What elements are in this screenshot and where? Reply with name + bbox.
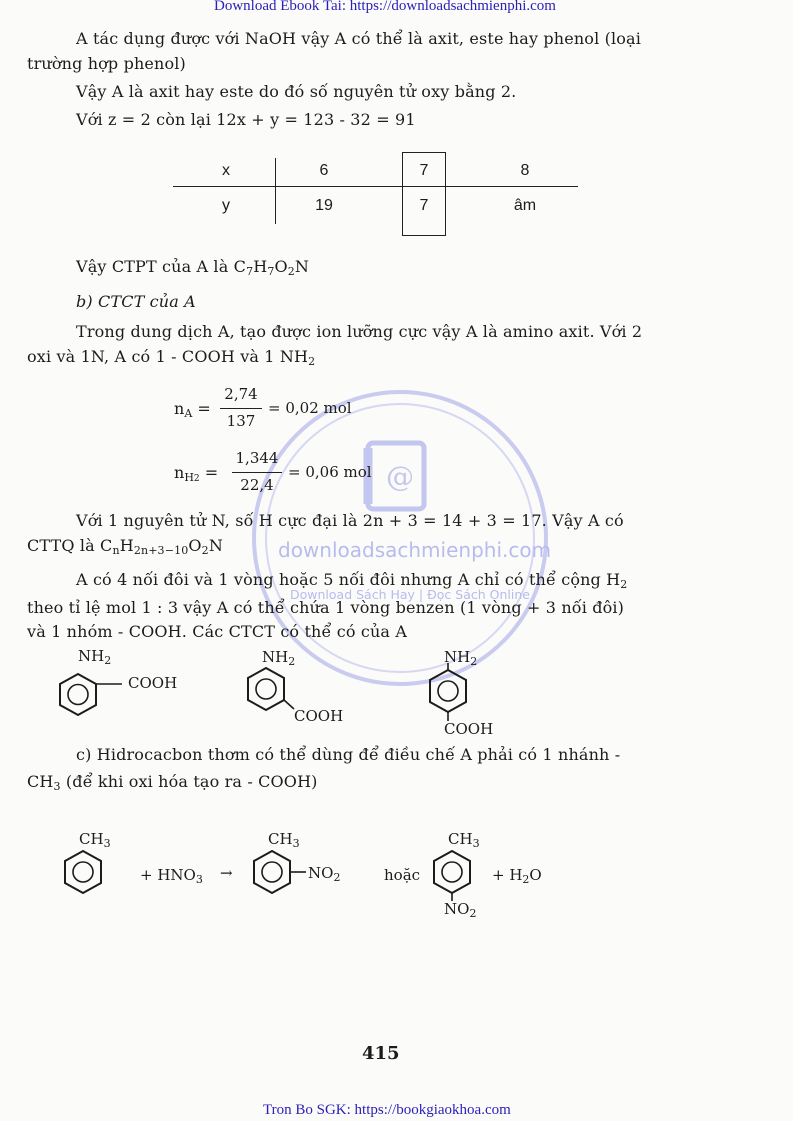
ctpt-label: Vậy CTPT của A là (76, 257, 229, 276)
reaction-arrow: → (220, 864, 233, 882)
benzene-ring-icon (50, 645, 200, 725)
text-line: và 1 nhóm - COOH. Các CTCT có thể có của A (27, 622, 408, 641)
cttq-formula: $C_nH_{2n+3-10}O_2N$ (100, 536, 223, 557)
text-line: Với 1 nguyên tử N, số H cực đại là 2n + 3 = 14 + 3 = 17. Vậy A có (76, 511, 624, 530)
page-number: 415 (362, 1043, 400, 1064)
table-cell: 7 (419, 162, 429, 179)
structure-p-nitrotoluene: $CH_3$ $NO_2$ (424, 830, 514, 925)
table-cell: 19 (315, 197, 333, 214)
text-line: c) Hidrocacbon thơm có thể dùng để điều chế A phải có 1 nhánh - (76, 745, 621, 764)
reagent-hno3: + $HNO_3$ (140, 866, 203, 886)
formula-nH2: $n_{H2}$ = 1,344 22,4 = 0,06 mol (174, 449, 372, 494)
benzene-ring-icon (244, 830, 364, 910)
cttq-line: CTTQ là $C_nH_{2n+3-10}O_2N$ (27, 536, 223, 557)
product-h2o: + $H_2O$ (492, 866, 542, 886)
structure-meta-aminobenzoic: $NH_2$ COOH (238, 645, 368, 730)
text-line: Vậy A là axit hay este do đó số nguyên tử oxy bằng 2. (76, 82, 517, 101)
table-cell: 7 (419, 197, 429, 214)
table-cell: 8 (520, 162, 530, 179)
footer-sgk-link[interactable]: Tron Bo SGK: https://bookgiaokhoa.com (263, 1102, 511, 1118)
header-download-link[interactable]: Download Ebook Tai: https://downloadsachmienphi.com (214, 0, 556, 14)
table-divider-h (173, 186, 578, 187)
text-line: trường hợp phenol) (27, 54, 186, 73)
table-cell: y (222, 197, 230, 214)
ctpt-line (76, 257, 309, 278)
ctpt-formula: $C_7H_7O_2N$ (233, 257, 310, 278)
table-cell: x (222, 162, 230, 179)
text-line: A có 4 nối đôi và 1 vòng hoặc 5 nối đôi nhưng A chỉ có thể cộng $H_2$ (76, 570, 628, 591)
section-b-heading: b) CTCT của A (76, 292, 196, 311)
structure-ortho-aminobenzoic: $NH_2$ COOH (50, 645, 200, 725)
watermark-site: downloadsachmienphi.com (278, 538, 552, 562)
text-line: theo tỉ lệ mol 1 : 3 vậy A có thể chứa 1 vòng benzen (1 vòng + 3 nối đôi) (27, 598, 625, 617)
watermark-tagline: Download Sách Hay | Đọc Sách Online (290, 587, 530, 602)
table-divider-v (275, 158, 276, 224)
structure-toluene: $CH_3$ (55, 830, 135, 910)
text-line: A tác dụng được với NaOH vậy A có thể là axit, este hay phenol (loại (76, 29, 641, 48)
text-line: $CH_3$ (để khi oxi hóa tạo ra - COOH) (27, 772, 318, 793)
text-line: Trong dung dịch A, tạo được ion lưỡng cực vậy A là amino axit. Với 2 (76, 322, 643, 341)
watermark-glyph: @ (386, 460, 414, 493)
formula-nA: $n_A$ = 2,74 137 = 0,02 mol (174, 385, 352, 430)
xy-table (173, 152, 578, 236)
table-cell: 6 (319, 162, 329, 179)
text-line: Với z = 2 còn lại 12x + y = 123 - 32 = 91 (76, 110, 416, 129)
text-line: oxi và 1N, A có 1 - COOH và 1 $NH_2$ (27, 347, 316, 368)
structure-para-aminobenzoic: $NH_2$ COOH (420, 645, 540, 745)
structure-o-nitrotoluene: $CH_3$ $NO_2$ (244, 830, 364, 910)
text-hoac: hoặc (384, 866, 421, 884)
table-cell: âm (513, 197, 537, 214)
